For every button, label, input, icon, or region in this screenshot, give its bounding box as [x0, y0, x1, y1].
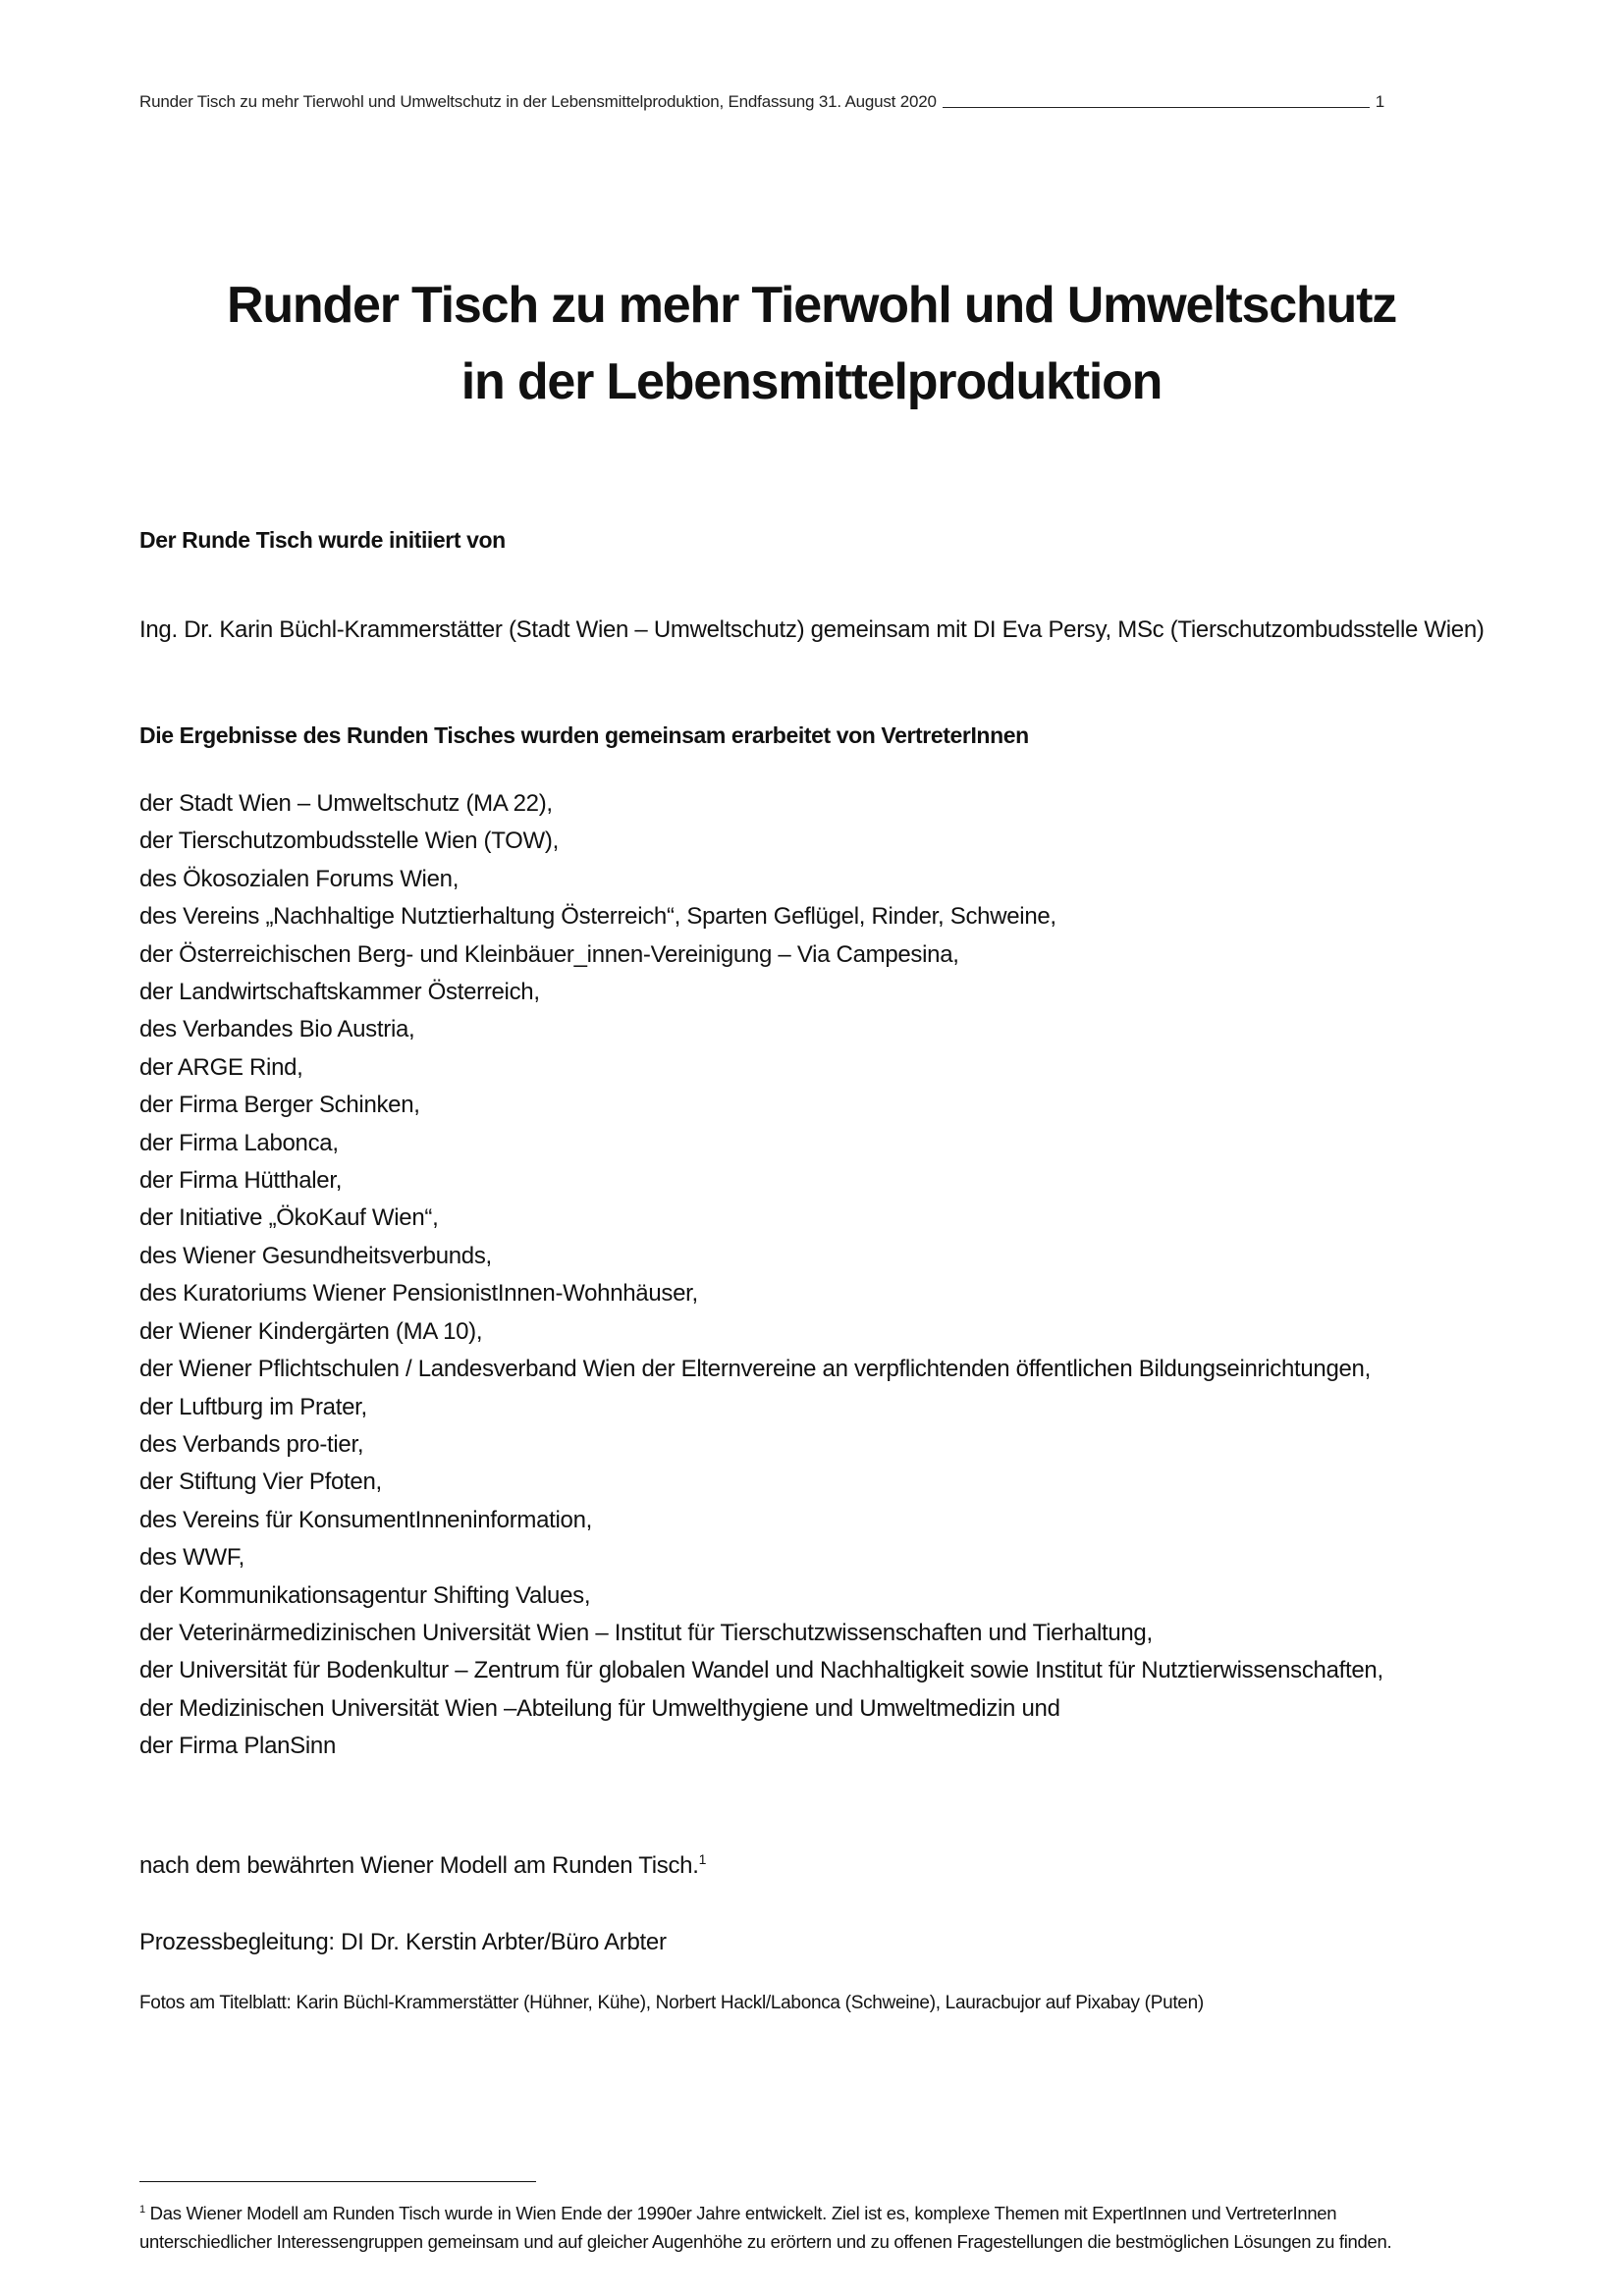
organisation-list-item: des Wiener Gesundheitsverbunds, [139, 1242, 492, 1269]
photo-credits: Fotos am Titelblatt: Karin Büchl-Krammerstätter (Hühner, Kühe), Norbert Hackl/Labonca (Schweine), Lauracbujor auf Pixabay (Puten) [139, 1993, 1204, 2013]
footnote-mark: 1 [139, 2203, 145, 2216]
organisation-list-item: der Firma PlanSinn [139, 1733, 337, 1760]
organisation-list-item: der Landwirtschaftskammer Österreich, [139, 979, 540, 1006]
footnote-reference[interactable]: 1 [698, 1851, 707, 1867]
organisation-list-item: der Wiener Kindergärten (MA 10), [139, 1317, 483, 1345]
running-header [139, 92, 1384, 112]
page-title [0, 267, 1623, 420]
organisation-list-item: des Ökosozialen Forums Wien, [139, 865, 460, 892]
organisation-list-item: des Vereins für KonsumentInneninformation, [139, 1506, 593, 1533]
organisation-list-item: der Firma Berger Schinken, [139, 1092, 420, 1119]
organisation-list-item: der Medizinischen Universität Wien –Abteilung für Umwelthygiene und Umweltmedizin und [139, 1694, 1060, 1722]
organisation-list-item: des Verbandes Bio Austria, [139, 1016, 415, 1043]
page-title-line-1: Runder Tisch zu mehr Tierwohl und Umweltschutz [226, 277, 1397, 334]
closing-text [139, 1847, 1494, 1885]
footnote-line-1 [139, 2199, 1494, 2227]
organisation-list-item: der Firma Labonca, [139, 1129, 339, 1156]
process-support-text: Prozessbegleitung: DI Dr. Kerstin Arbter/Büro Arbter [139, 1929, 667, 1955]
running-header-rule [943, 107, 1370, 108]
closing-text-body: nach dem bewährten Wiener Modell am Runden Tisch. [139, 1852, 699, 1879]
footnote-line-2: unterschiedlicher Interessengruppen gemeinsam und auf gleicher Augenhöhe zu erörtern und zu offenen Fragestellungen die bestmöglichen Lösungen zu finden. [139, 2231, 1392, 2252]
running-header-title: Runder Tisch zu mehr Tierwohl und Umweltschutz in der Lebensmittelproduktion, Endfassung 31. August 2020 [139, 92, 937, 111]
organisation-list-item: der Firma Hütthaler, [139, 1167, 343, 1195]
initiated-text: Ing. Dr. Karin Büchl-Krammerstätter (Stadt Wien – Umweltschutz) gemeinsam mit DI Eva Persy, MSc (Tierschutzombudsstelle Wien) [139, 616, 1485, 643]
organisation-list-item: der Universität für Bodenkultur – Zentrum für globalen Wandel und Nachhaltigkeit sowie Institut für Nutztierwissenschaften, [139, 1657, 1383, 1684]
organisation-list-item: der Tierschutzombudsstelle Wien (TOW), [139, 828, 559, 855]
organisation-list-item: des Vereins „Nachhaltige Nutztierhaltung Österreich“, Sparten Geflügel, Rinder, Schweine, [139, 903, 1056, 931]
organisation-list-item: der ARGE Rind, [139, 1053, 303, 1081]
footnote-divider [139, 2181, 536, 2182]
organisation-list-item: des Kuratoriums Wiener PensionistInnen-Wohnhäuser, [139, 1280, 698, 1308]
organisation-list-item: der Veterinärmedizinischen Universität Wien – Institut für Tierschutzwissenschaften und Tierhaltung, [139, 1619, 1153, 1646]
footnote [139, 2199, 1494, 2256]
organisation-list-item: des Verbands pro-tier, [139, 1430, 364, 1458]
initiated-heading: Der Runde Tisch wurde initiiert von [139, 527, 506, 553]
organisation-list-item: der Stadt Wien – Umweltschutz (MA 22), [139, 790, 553, 817]
page-number: 1 [1375, 92, 1384, 111]
organisation-list-item: der Initiative „ÖkoKauf Wien“, [139, 1204, 439, 1232]
footnote-line-1-text: Das Wiener Modell am Runden Tisch wurde in Wien Ende der 1990er Jahre entwickelt. Ziel ist es, komplexe Themen mit ExpertInnen und VertreterInnen [144, 2203, 1337, 2223]
organisation-list-item: der Kommunikationsagentur Shifting Values, [139, 1581, 591, 1609]
organisation-list-item: der Wiener Pflichtschulen / Landesverband Wien der Elternvereine an verpflichtenden öffentlichen Bildungseinrichtungen, [139, 1356, 1371, 1383]
page-title-line-2: in der Lebensmittelproduktion [460, 353, 1163, 410]
organisation-list-item: des WWF, [139, 1544, 244, 1572]
organisation-list [139, 785, 1514, 1766]
results-heading: Die Ergebnisse des Runden Tisches wurden gemeinsam erarbeitet von VertreterInnen [139, 722, 1029, 748]
organisation-list-item: der Luftburg im Prater, [139, 1393, 367, 1420]
organisation-list-item: der Stiftung Vier Pfoten, [139, 1468, 382, 1496]
organisation-list-item: der Österreichischen Berg- und Kleinbäuer_innen-Vereinigung – Via Campesina, [139, 940, 959, 968]
